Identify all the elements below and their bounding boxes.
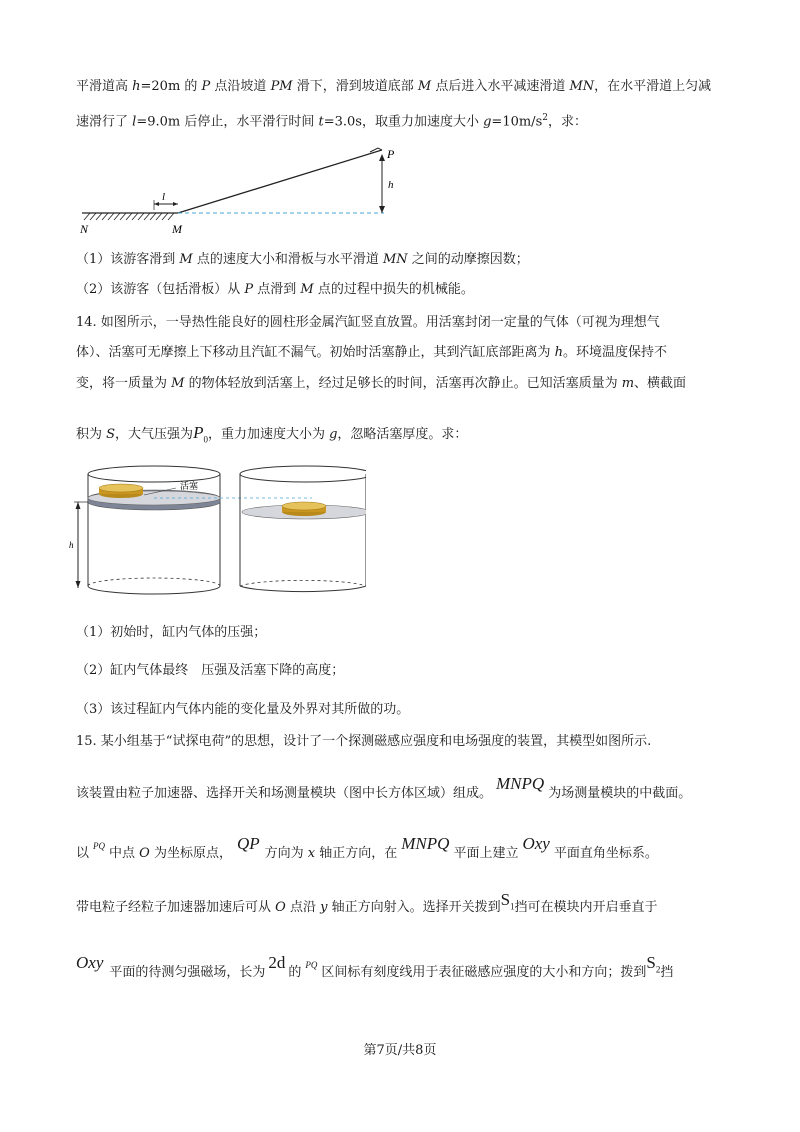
cylinder-diagram [66, 458, 366, 598]
q15-line-3: 以 $^{PQ}$ 中点 O 为坐标原点，QP方向为 x 轴正方向，在MNPQ平面上建立Oxy平面直角坐标系。 [76, 834, 658, 861]
mnpq-symbol-2: MNPQ [401, 834, 450, 853]
pq-symbol-2: PQ [305, 960, 318, 970]
q13-line-1: 平滑道高 h=20m 的 P 点沿坡道 PM 滑下，滑到坡道底部 M 点后进入水平减速滑道 MN，在水平滑道上匀减 [76, 79, 712, 94]
qp-symbol: QP [236, 834, 260, 853]
label-piston: 活塞 [180, 482, 199, 492]
q15-line-1: 15. 某小组基于“试探电荷”的思想，设计了一个探测磁感应强度和电场强度的装置，其模型如图所示. [76, 734, 652, 749]
p0-symbol: $P_0$ [193, 423, 208, 445]
q14-line-3: 变，将一质量为 M 的物体轻放到活塞上，经过足够长的时间，活塞再次静止。已知活塞质量为 m、横截面 [76, 376, 687, 391]
s2-symbol: $S_2$ [646, 953, 661, 975]
s1-symbol: $S_1$ [500, 890, 515, 912]
label-h: h [388, 179, 394, 191]
q14-line-4: 积为 S，大气压强为$P_0$，重力加速度大小为 g，忽略活塞厚度。求： [76, 423, 468, 445]
slope-diagram [74, 140, 404, 240]
oxy-symbol: Oxy [522, 834, 550, 853]
page-footer: 第7页/共8页 [363, 1043, 437, 1058]
label-h-cylinder: h [69, 540, 74, 550]
q13-sub-2: （2）该游客（包括滑板）从 P 点滑到 M 点的过程中损失的机械能。 [76, 282, 474, 297]
pq-symbol: PQ [93, 841, 106, 851]
two-d-symbol: 2d [268, 953, 286, 972]
label-N: N [80, 222, 89, 236]
q13-line-2: 速滑行了 l=9.0m 后停止，水平滑行时间 t=3.0s，取重力加速度大小 $g=10m/s^2$，求： [76, 113, 587, 130]
q14-sub-1: （1）初始时，缸内气体的压强； [76, 625, 267, 640]
q15-line-2: 该装置由粒子加速器、选择开关和场测量模块（图中长方体区域）组成。MNPQ为场测量模块的中截面。 [76, 774, 692, 801]
q15-line-4: 带电粒子经粒子加速器加速后可从 O 点沿 y 轴正方向射入。选择开关拨到$S_1$挡可在模块内开启垂直于 [76, 890, 658, 915]
q13-sub-1: （1）该游客滑到 M 点的速度大小和滑板与水平滑道 MN 之间的动摩擦因数； [76, 252, 529, 267]
label-P: P [387, 147, 395, 161]
q15-line-5: Oxy平面的待测匀强磁场，长为2d的 $^{PQ}$ 区间标有刻度线用于表征磁感应强度的大小和方向；拨到$S_2$挡 [76, 953, 674, 980]
q14-sub-2: （2）缸内气体最终 压强及活塞下降的高度； [76, 663, 345, 678]
label-M: M [172, 222, 182, 236]
q14-sub-3: （3）该过程缸内气体内能的变化量及外界对其所做的功。 [76, 702, 410, 717]
q14-line-2: 体）、活塞可无摩擦上下移动且汽缸不漏气。初始时活塞静止，其到汽缸底部距离为 h。环境温度保持不 [76, 345, 668, 360]
mnpq-symbol: MNPQ [496, 774, 545, 793]
label-l: l [162, 191, 166, 203]
oxy-symbol-2: Oxy [76, 953, 104, 972]
q14-line-1: 14. 如图所示，一导热性能良好的圆柱形金属汽缸竖直放置。用活塞封闭一定量的气体（可视为理想气 [76, 315, 660, 330]
